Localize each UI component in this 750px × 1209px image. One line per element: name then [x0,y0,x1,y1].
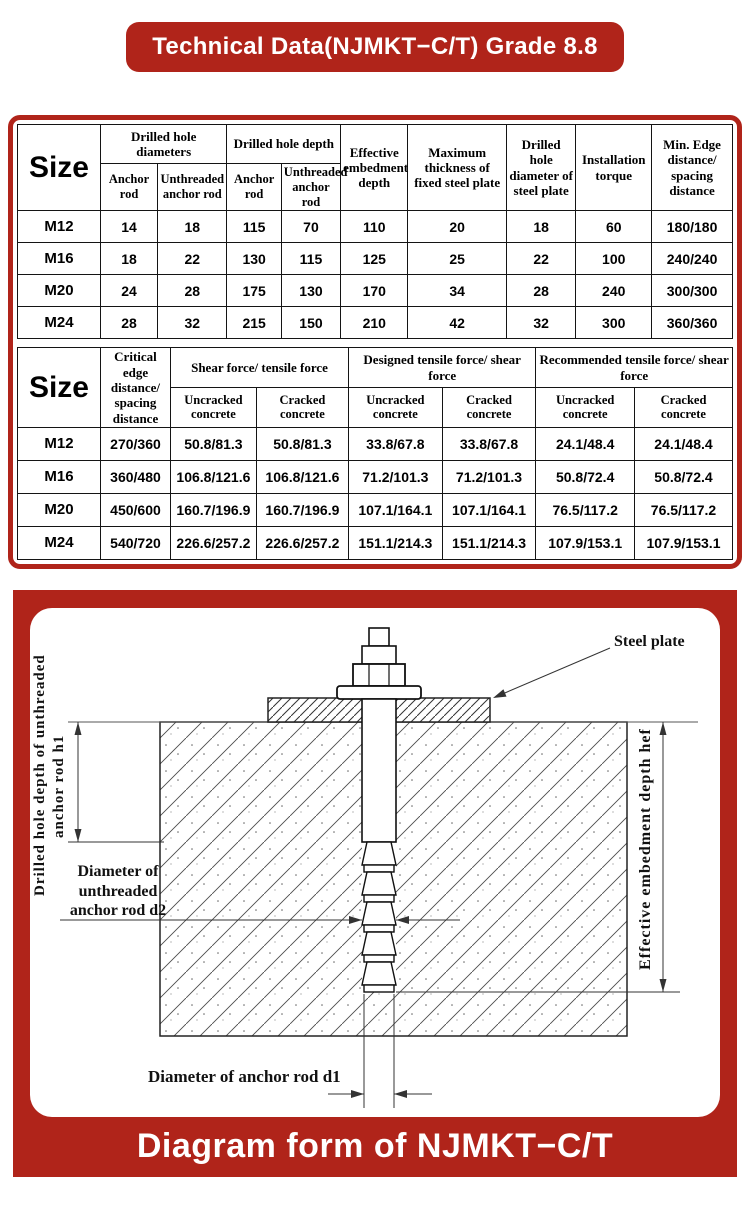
cone-segment [362,872,396,895]
cell: 24.1/48.4 [536,427,635,460]
h1-label-line1: Drilled hole depth of unthreaded [32,654,48,896]
table1-hole-depth-header: Drilled hole depth [227,125,341,164]
table1-anchor-rod-subheader: Anchor rod [227,164,281,211]
size-cell: M24 [18,307,101,339]
cell: 33.8/67.8 [349,427,443,460]
cell: 106.8/121.6 [256,460,348,493]
table1-size-header: Size [18,125,101,211]
cell: 50.8/72.4 [536,460,635,493]
cell: 50.8/81.3 [256,427,348,460]
anchor-rod-cones [362,842,396,992]
cone-segment [362,842,396,865]
size-cell: M20 [18,493,101,526]
cell: 240 [576,275,652,307]
table2-designed-header: Designed tensile force/ shear force [349,348,536,388]
cell: 210 [341,307,408,339]
cell: 240/240 [652,243,733,275]
d2-label-line3: anchor rod d2 [69,901,167,919]
cell: 76.5/117.2 [536,493,635,526]
cell: 170 [341,275,408,307]
table2-recommended-header: Recommended tensile force/ shear force [536,348,733,388]
arrowhead [75,722,82,735]
bottom-banner-text: Diagram form of NJMKT−C/T [136,1127,614,1166]
cell: 226.6/257.2 [171,526,257,559]
cell: 50.8/72.4 [635,460,733,493]
steel-plate-leader [500,648,610,695]
table1-hole-diameters-header: Drilled hole diameters [100,125,227,164]
cell: 107.9/153.1 [635,526,733,559]
cell: 107.9/153.1 [536,526,635,559]
table2-cracked-subheader: Cracked concrete [256,388,348,428]
size-cell: M16 [18,460,101,493]
cone-ring [364,925,394,932]
cell: 115 [227,211,281,243]
cell: 18 [507,211,576,243]
table1-anchor-rod-subheader: Anchor rod [100,164,157,211]
table2-size-header: Size [18,348,101,428]
table2-critical-edge-header: Critical edge distance/ spacing distance [100,348,170,428]
cone-segment [362,962,396,985]
size-cell: M12 [18,211,101,243]
size-cell: M12 [18,427,101,460]
arrowhead [493,689,507,698]
cell: 22 [158,243,227,275]
cell: 110 [341,211,408,243]
cell: 150 [281,307,340,339]
cell: 24.1/48.4 [635,427,733,460]
anchor-rod-shaft [362,699,396,842]
datasheet-page [0,22,750,1177]
cell: 180/180 [652,211,733,243]
size-cell: M24 [18,526,101,559]
cell: 360/480 [100,460,170,493]
cone-ring [364,985,394,992]
cell: 107.1/164.1 [442,493,536,526]
tables-frame [8,115,742,569]
table2-row-m16 [18,460,733,493]
cell: 20 [408,211,507,243]
cell: 18 [100,243,157,275]
cell: 130 [227,243,281,275]
table1-max-thickness-header: Maximum thickness of fixed steel plate [408,125,507,211]
table1-embedment-header: Effective embedment depth [341,125,408,211]
table2-row-m24 [18,526,733,559]
cell: 28 [100,307,157,339]
diagram-canvas [30,608,720,1117]
table1-row-m24 [18,307,733,339]
cell: 151.1/214.3 [442,526,536,559]
cell: 71.2/101.3 [442,460,536,493]
table1-unthreaded-subheader: Unthreaded anchor rod [281,164,340,211]
cone-segment [362,932,396,955]
cell: 32 [158,307,227,339]
table1-row-m12 [18,211,733,243]
table2-row-m20 [18,493,733,526]
washer [337,686,421,699]
cell: 25 [408,243,507,275]
table2-uncracked-subheader: Uncracked concrete [536,388,635,428]
cell: 14 [100,211,157,243]
cell: 50.8/81.3 [171,427,257,460]
cell: 300/300 [652,275,733,307]
table2-header-row-1 [18,348,733,388]
table1-header-row-1 [18,125,733,164]
arrowhead [75,829,82,842]
size-cell: M16 [18,243,101,275]
cell: 151.1/214.3 [349,526,443,559]
cell: 106.8/121.6 [171,460,257,493]
cell: 107.1/164.1 [349,493,443,526]
hef-label: Effective embedment depth hef [637,728,654,970]
technical-data-table [17,124,733,339]
table1-row-m16 [18,243,733,275]
diagram-block [13,590,737,1177]
cell: 175 [227,275,281,307]
cell: 130 [281,275,340,307]
cell: 33.8/67.8 [442,427,536,460]
table2-uncracked-subheader: Uncracked concrete [349,388,443,428]
table2-row-m12 [18,427,733,460]
cell: 18 [158,211,227,243]
arrowhead [394,1090,407,1098]
cell: 60 [576,211,652,243]
arrowhead [351,1090,364,1098]
cell: 28 [158,275,227,307]
h1-label-line2: anchor rod h1 [51,734,67,838]
cell: 34 [408,275,507,307]
hex-nut [353,664,405,686]
force-data-table [17,347,733,560]
table1-plate-hole-header: Drilled hole diameter of steel plate [507,125,576,211]
table1-unthreaded-subheader: Unthreaded anchor rod [158,164,227,211]
title-banner [126,22,624,72]
cell: 70 [281,211,340,243]
cell: 100 [576,243,652,275]
cell: 270/360 [100,427,170,460]
d1-label: Diameter of anchor rod d1 [148,1066,341,1086]
cell: 71.2/101.3 [349,460,443,493]
rod-top-stub [369,628,389,646]
cell: 540/720 [100,526,170,559]
cell: 76.5/117.2 [635,493,733,526]
steel-plate-label: Steel plate [614,632,685,650]
cone-ring [364,955,394,962]
size-cell: M20 [18,275,101,307]
arrowhead [660,979,667,992]
cell: 125 [341,243,408,275]
cone-segment [362,902,396,925]
table1-row-m20 [18,275,733,307]
cell: 226.6/257.2 [256,526,348,559]
table2-shear-header: Shear force/ tensile force [171,348,349,388]
cell: 160.7/196.9 [256,493,348,526]
table1-min-edge-header: Min. Edge distance/ spacing distance [652,125,733,211]
table2-uncracked-subheader: Uncracked concrete [171,388,257,428]
table1-torque-header: Installation torque [576,125,652,211]
anchor-diagram [30,608,720,1117]
cell: 215 [227,307,281,339]
bottom-banner [30,1117,720,1177]
cone-ring [364,895,394,902]
arrowhead [660,722,667,735]
rod-thread-top [362,646,396,664]
cell: 24 [100,275,157,307]
cone-ring [364,865,394,872]
cell: 450/600 [100,493,170,526]
d2-label-line2: unthreaded [78,882,158,900]
cell: 28 [507,275,576,307]
cell: 115 [281,243,340,275]
d2-label-line1: Diameter of [77,862,159,880]
cell: 22 [507,243,576,275]
table2-cracked-subheader: Cracked concrete [635,388,733,428]
cell: 160.7/196.9 [171,493,257,526]
title-text: Technical Data(NJMKT−C/T) Grade 8.8 [152,33,598,60]
cell: 42 [408,307,507,339]
cell: 32 [507,307,576,339]
table2-cracked-subheader: Cracked concrete [442,388,536,428]
cell: 300 [576,307,652,339]
cell: 360/360 [652,307,733,339]
